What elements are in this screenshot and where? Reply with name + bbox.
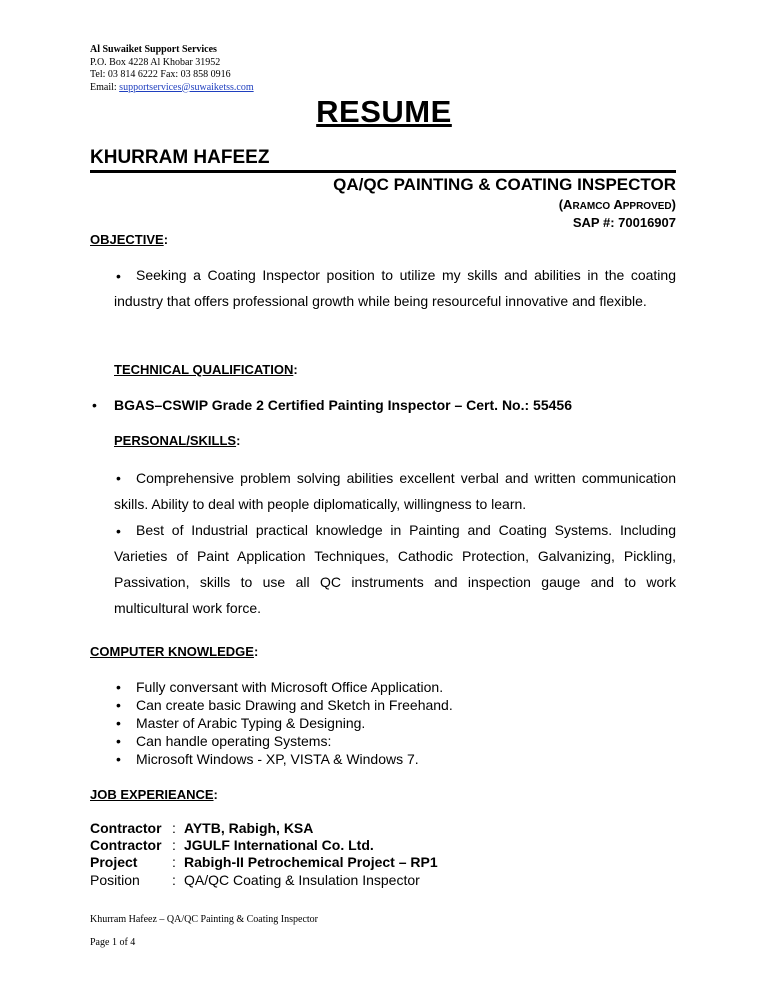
list-item: • Master of Arabic Typing & Designing. <box>114 714 453 732</box>
job-row: Project : Rabigh-II Petrochemical Project – RP1 <box>90 854 438 870</box>
email-label: Email: <box>90 81 117 93</box>
job-row: Position : QA/QC Coating & Insulation Inspector <box>90 872 420 888</box>
page-title: RESUME <box>316 94 452 129</box>
technical-item: BGAS–CSWIP Grade 2 Certified Painting Inspector – Cert. No.: 55456 <box>114 397 572 413</box>
company-name: Al Suwaiket Support Services <box>90 44 217 55</box>
bullet-icon: • <box>116 268 121 284</box>
company-header <box>90 44 254 94</box>
company-email-line <box>90 82 254 95</box>
computer-list <box>114 678 453 768</box>
name-divider <box>90 170 676 173</box>
page-number: Page 1 of 4 <box>90 937 136 948</box>
list-item: • Microsoft Windows - XP, VISTA & Windows 7. <box>114 750 453 768</box>
approved-mid: A <box>610 197 623 212</box>
candidate-name: KHURRAM HAFEEZ <box>90 147 270 168</box>
job-label: Contractor <box>90 820 162 836</box>
approved-sc1: RAMCO <box>572 201 611 212</box>
job-label: Position <box>90 872 140 888</box>
running-footer: Khurram Hafeez – QA/QC Painting & Coating Inspector <box>90 914 319 925</box>
approved-sc2: PPROVED <box>622 201 672 212</box>
job-value: JGULF International Co. Ltd. <box>184 837 374 853</box>
bullet-icon: • <box>92 397 97 413</box>
job-label: Contractor <box>90 837 162 853</box>
job-row: Contractor : JGULF International Co. Ltd. <box>90 837 374 853</box>
objective-heading: OBJECTIVE: <box>90 232 169 247</box>
bullet-icon: • <box>116 470 121 486</box>
email-link[interactable]: supportservices@suwaiketss.com <box>119 81 254 93</box>
technical-heading: TECHNICAL QUALIFICATION: <box>114 362 298 377</box>
job-label: Project <box>90 854 138 870</box>
company-address: P.O. Box 4228 Al Khobar 31952 <box>90 56 221 68</box>
approved-close: ) <box>671 197 676 212</box>
personal-heading: PERSONAL/SKILLS: <box>114 433 241 448</box>
list-item: • Can handle operating Systems: <box>114 732 453 750</box>
list-item: • Can create basic Drawing and Sketch in Freehand. <box>114 696 453 714</box>
sap-number: SAP #: 70016907 <box>572 215 676 230</box>
job-row: Contractor : AYTB, Rabigh, KSA <box>90 820 314 836</box>
aramco-approved <box>559 197 676 212</box>
approved-open: (A <box>558 197 573 212</box>
list-item: • Fully conversant with Microsoft Office Application. <box>114 678 453 696</box>
personal-item: Best of Industrial practical knowledge in Painting and Coating Systems. Including Varieties of Paint Application Techniques, Cathodic Protection, Galvanizing, Pickling, Passivation, skills to use all QC instruments and inspection gauge and to work multicultural work force. <box>114 522 676 616</box>
job-value: Rabigh-II Petrochemical Project – RP1 <box>184 854 438 870</box>
bullet-icon: • <box>116 523 121 539</box>
position-title: QA/QC PAINTING & COATING INSPECTOR <box>333 175 676 194</box>
objective-text: Seeking a Coating Inspector position to utilize my skills and abilities in the coating industry that offers professional growth while being resourceful innovative and flexible. <box>114 267 676 309</box>
personal-item: Comprehensive problem solving abilities excellent verbal and written communication skills. Ability to deal with people diplomatically, willingness to learn. <box>114 470 676 512</box>
company-phone-fax: Tel: 03 814 6222 Fax: 03 858 0916 <box>90 69 231 80</box>
job-value: QA/QC Coating & Insulation Inspector <box>184 872 420 888</box>
job-value: AYTB, Rabigh, KSA <box>184 820 314 836</box>
computer-heading: COMPUTER KNOWLEDGE: <box>90 644 259 659</box>
job-heading: JOB EXPERIEANCE: <box>90 787 218 802</box>
